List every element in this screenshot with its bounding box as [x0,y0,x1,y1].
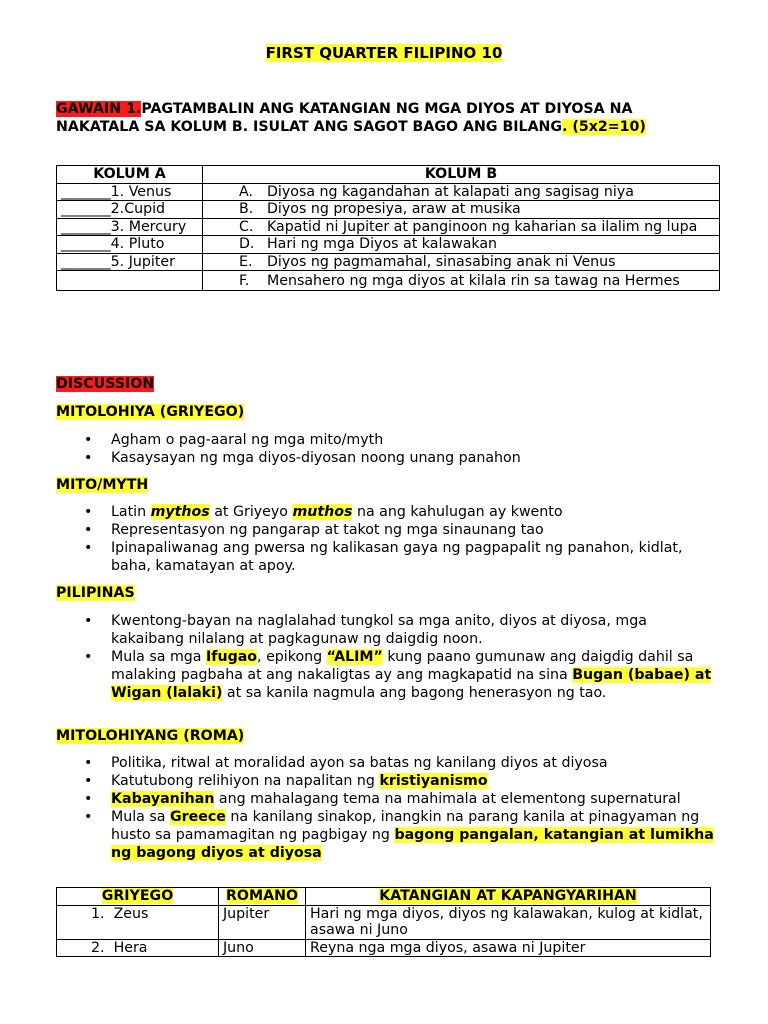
table-row: _______4. Pluto D. Hari ng mga Diyos at kalawakan [57,236,720,254]
gods-table [56,887,711,957]
list-item: • Kwentong-bayan na naglalahad tungkol sa mga anito, diyos at diyosa, mga kakaibang nilalang at pagkagunaw ng daigdig noon. [84,613,647,647]
table-row: _______1. Venus A. Diyosa ng kagandahan at kalapati ang sagisag niya [57,183,720,201]
table-row: F. Mensahero ng mga diyos at kilala rin sa tawag na Hermes [57,271,720,291]
list-item: • Latin mythos at Griyeyo muthos na ang kahulugan ay kwento [84,504,563,520]
list-item: • Kabayanihan ang mahalagang tema na mahimala at elementong supernatural [84,791,681,807]
table-row: _______3. Mercury C. Kapatid ni Jupiter at panginoon ng kaharian sa ilalim ng lupa [57,218,720,236]
list-item: • Representasyon ng pangarap at takot ng mga sinaunang tao [84,522,544,538]
list-item: • Mula sa Greece na kanilang sinakop, inangkin na parang kanila at pinagyaman ng husto sa pamamagitan ng pagbigay ng bagong pangalan, katangian at lumikha ng bagong diyos at diyosa [84,809,714,861]
matching-table [56,165,720,291]
header-griyego: GRIYEGO [57,888,219,906]
table-row: 1. Zeus Jupiter Hari ng mga diyos, diyos ng kalawakan, kulog at kidlat, asawa ni Juno [57,905,711,939]
page-title: FIRST QUARTER FILIPINO 10 [265,44,503,62]
header-katangian: KATANGIAN AT KAPANGYARIHAN [306,888,711,906]
mito-list [56,503,720,575]
list-item: • Ipinapaliwanag ang pwersa ng kalikasan gaya ng pagpapalit ng panahon, kidlat, baha, kamatayan at apoy. [84,540,683,574]
header-kolum-b: KOLUM B [203,166,720,184]
gawain-instructions: GAWAIN 1.PAGTAMBALIN ANG KATANGIAN NG MGA DIYOS AT DIYOSA NA NAKATALA SA KOLUM B. ISULAT ANG SAGOT BAGO ANG BILANG. (5x2=10) [56,101,646,135]
list-item: • Politika, ritwal at moralidad ayon sa batas ng kanilang diyos at diyosa [84,755,608,771]
mito-heading: MITO/MYTH [56,477,149,493]
header-kolum-a: KOLUM A [57,166,203,184]
header-romano: ROMANO [219,888,306,906]
gawain-tag: GAWAIN 1. [56,101,142,117]
discussion-heading: DISCUSSION [56,376,155,392]
pilipinas-list [56,612,720,702]
list-item: • Katutubong relihiyon na napalitan ng kristiyanismo [84,773,488,789]
griyego-list [56,431,720,467]
roma-heading: MITOLOHIYANG (ROMA) [56,728,245,744]
list-item: • Kasaysayan ng mga diyos-diyosan noong unang panahon [84,450,521,466]
pilipinas-heading: PILIPINAS [56,585,135,601]
table-row: 2. Hera Juno Reyna nga mga diyos, asawa ni Jupiter [57,939,711,957]
table-row: _______5. Jupiter E. Diyos ng pagmamahal, sinasabing anak ni Venus [57,253,720,271]
griyego-heading: MITOLOHIYA (GRIYEGO) [56,404,245,420]
list-item: • Mula sa mga Ifugao, epikong “ALIM” kung paano gumunaw ang daigdig dahil sa malaking pagbaha at ang nakaligtas ay ang magkapatid na sina Bugan (babae) at Wigan (lalaki) at sa kanila nagmula ang bagong henerasyon ng tao. [84,649,712,701]
table-row: _______2.Cupid B. Diyos ng propesiya, araw at musika [57,201,720,219]
list-item: • Agham o pag-aaral ng mga mito/myth [84,432,384,448]
roma-list [56,754,720,862]
